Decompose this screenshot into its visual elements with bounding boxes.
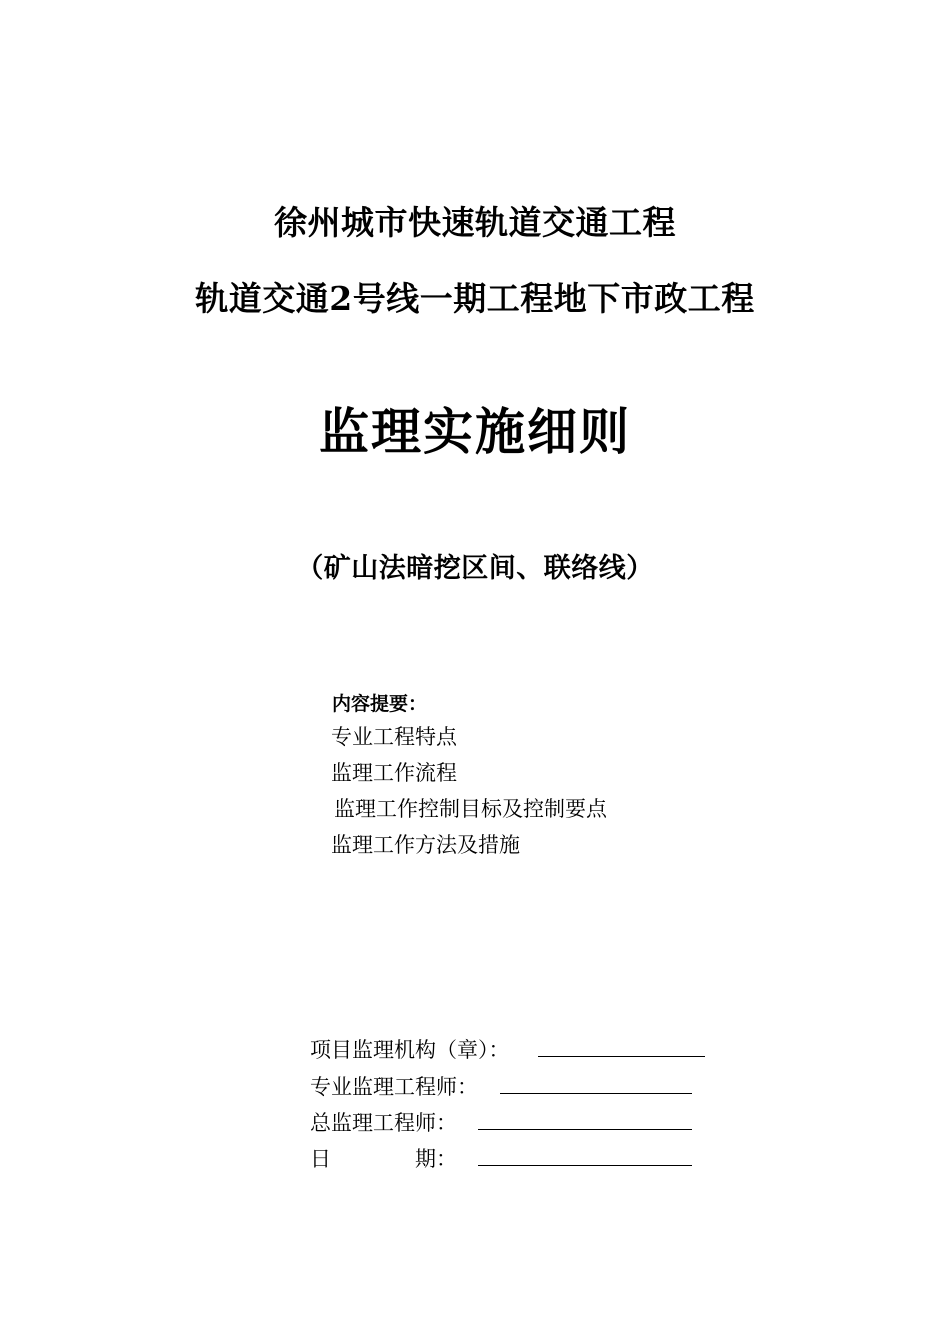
project-title-line1: 徐州城市快速轨道交通工程 <box>274 203 676 242</box>
signature-label-specialist-engineer: 专业监理工程师： <box>310 1075 478 1099</box>
contents-item: 监理工作流程 <box>331 761 457 785</box>
signature-line-date[interactable] <box>478 1165 692 1166</box>
contents-heading: 内容提要： <box>332 693 428 715</box>
signature-line-chief-engineer[interactable] <box>478 1129 692 1130</box>
signature-label-date: 日 期： <box>310 1147 457 1171</box>
contents-item: 专业工程特点 <box>331 725 457 749</box>
document-subtitle: （矿山法暗挖区间、联络线） <box>296 553 654 584</box>
signature-label-chief-engineer: 总监理工程师： <box>310 1111 457 1135</box>
signature-line-specialist-engineer[interactable] <box>500 1093 692 1094</box>
document-title: 监理实施细则 <box>319 402 631 461</box>
project-title-line2: 轨道交通2号线一期工程地下市政工程 <box>195 279 755 318</box>
signature-label-office: 项目监理机构（章）： <box>310 1038 510 1062</box>
signature-line-office[interactable] <box>538 1056 705 1057</box>
contents-item: 监理工作控制目标及控制要点 <box>334 797 607 821</box>
contents-item: 监理工作方法及措施 <box>331 833 520 857</box>
